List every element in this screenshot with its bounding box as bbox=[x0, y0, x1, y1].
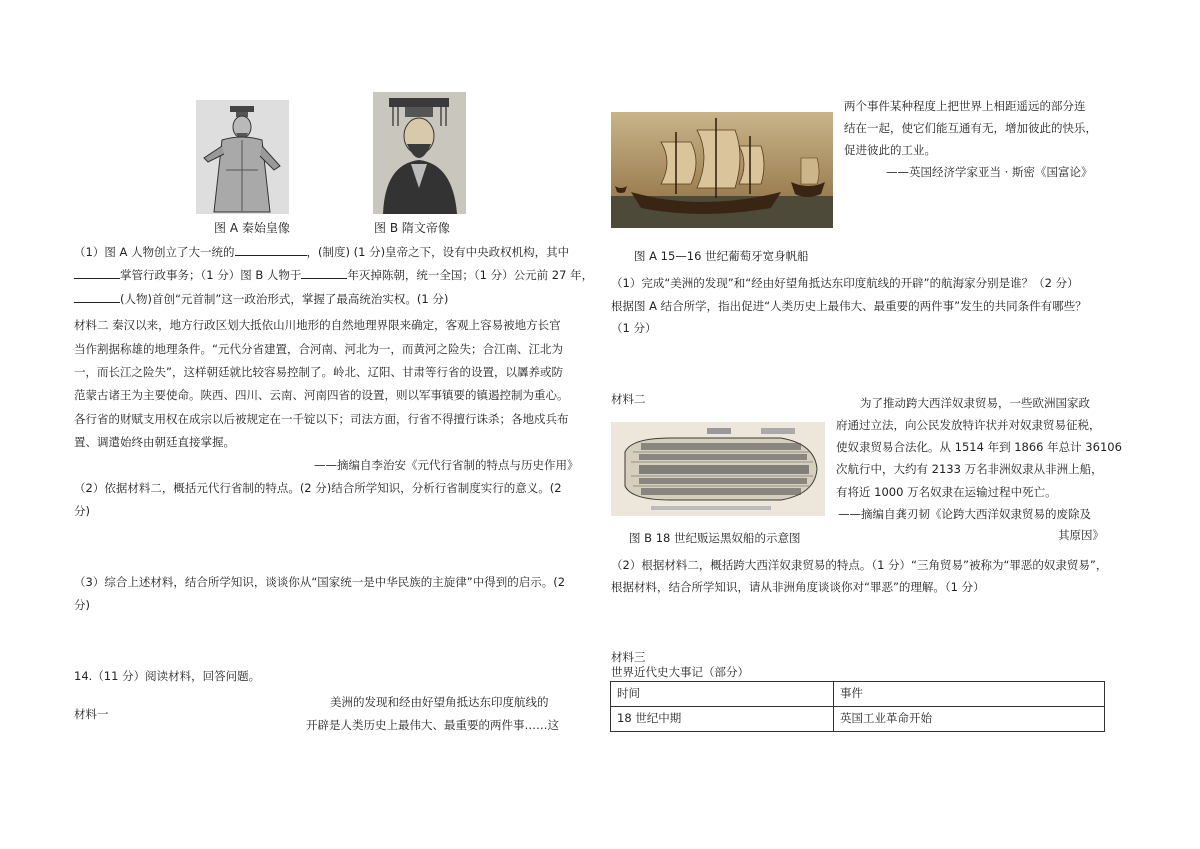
table-cell-event: 英国工业革命开始 bbox=[834, 707, 1105, 732]
right-question-2-line-1: （2）根据材料二，概括跨大西洋奴隶贸易的特点。（1 分）“三角贸易”被称为“罪恶的奴隶贸易”， bbox=[611, 558, 1108, 572]
material-1-line-2: 开辟是人类历史上最伟大、最重要的两件事……这 bbox=[306, 718, 559, 732]
material-2-line: 置、调遣始终由朝廷直接掌握。 bbox=[74, 435, 235, 449]
question-3-line-2: 分) bbox=[74, 598, 90, 612]
figure-a-qin-shi-huang-image bbox=[196, 100, 289, 214]
figure-b-caption: 图 B 隋文帝像 bbox=[374, 221, 450, 235]
answer-blank[interactable] bbox=[235, 245, 307, 256]
material-2-right-line: 为了推动跨大西洋奴隶贸易，一些欧洲国家政 bbox=[860, 396, 1090, 410]
question-1-text-a: （1）图 A 人物创立了大一统的 bbox=[74, 245, 235, 259]
question-1-text-d: 年灭掉陈朝，统一全国；（1 分）公元前 27 年， bbox=[347, 268, 594, 282]
material-2-right-line: 次航行中，大约有 2133 万名非洲奴隶从非洲上船， bbox=[836, 462, 1103, 476]
material-1-quote-line: 促进彼此的工业。 bbox=[844, 143, 936, 157]
material-1-line-1: 美洲的发现和经由好望角抵达东印度航线的 bbox=[330, 695, 549, 709]
question-1-line-2 bbox=[74, 268, 593, 282]
question-1-text-e: (人物)首创“元首制”这一政治形式，掌握了最高统治实权。(1 分) bbox=[120, 292, 449, 306]
material-1-quote-source: ——英国经济学家亚当 · 斯密《国富论》 bbox=[886, 165, 1093, 179]
material-3-label: 材料三 bbox=[611, 650, 646, 664]
question-2-line-1: （2）依据材料二，概括元代行省制的特点。(2 分)结合所学知识，分析行省制度实行的意义。(2 bbox=[74, 481, 562, 495]
material-1-label: 材料一 bbox=[74, 707, 109, 721]
timeline-table bbox=[610, 681, 1105, 732]
material-2-right-source-2: 其原因》 bbox=[1058, 528, 1104, 542]
right-question-1-line-3: （1 分） bbox=[611, 321, 657, 335]
figure-a-portuguese-ship-image bbox=[611, 112, 833, 228]
table-header-event: 事件 bbox=[834, 682, 1105, 707]
figure-a-ship-caption: 图 A 15—16 世纪葡萄牙宽身帆船 bbox=[634, 249, 809, 263]
figure-b-sui-wendi-image bbox=[373, 92, 466, 214]
table-cell-time: 18 世纪中期 bbox=[611, 707, 834, 732]
material-2-line: 范蒙古诸王为主要使命。陕西、四川、云南、河南四省的设置，则以军事镇要的镇遏控制为重心。 bbox=[74, 388, 569, 402]
right-question-1-line-1: （1）完成“美洲的发现”和“经由好望角抵达东印度航线的开辟”的航海家分别是谁？（2 分） bbox=[611, 276, 1079, 290]
material-2-right-line: 有将近 1000 万名奴隶在运输过程中死亡。 bbox=[836, 485, 1057, 499]
material-2-line: 当作割据称雄的地理条件。“元代分省建置，合河南、河北为一，而黄河之险失；合江南、江北为 bbox=[74, 342, 563, 356]
table-row bbox=[611, 707, 1105, 732]
question-1-text-c: 掌管行政事务；（1 分）图 B 人物于 bbox=[120, 268, 302, 282]
question-3-line-1: （3）综合上述材料，结合所学知识，谈谈你从“国家统一是中华民族的主旋律”中得到的启示。(2 bbox=[74, 575, 566, 589]
material-2-line: 各行省的财赋支用权在成宗以后被规定在一千锭以下；司法方面，行省不得擅行诛杀；各地戍兵布 bbox=[74, 412, 569, 426]
timeline-table-title: 世界近代史大事记（部分） bbox=[611, 665, 749, 679]
answer-blank[interactable] bbox=[301, 268, 347, 279]
material-2-source: ——摘编自李治安《元代行省制的特点与历史作用》 bbox=[314, 458, 579, 472]
material-2-right-line: 府通过立法，向公民发放特许状并对奴隶贸易征税， bbox=[836, 418, 1101, 432]
question-1-line-3 bbox=[74, 292, 448, 306]
material-2-line: 材料二 秦汉以来，地方行政区划大抵依山川地形的自然地理界限来确定，客观上容易被地方长官 bbox=[74, 318, 561, 332]
material-2-line: 一，而长江之险失”，这样朝廷就比较容易控制了。岭北、辽阳、甘肃等行省的设置，以羼养或防 bbox=[74, 365, 563, 379]
material-1-quote-line: 两个事件某种程度上把世界上相距遥远的部分连 bbox=[844, 99, 1086, 113]
figure-b-slave-ship-diagram-image bbox=[611, 422, 825, 516]
material-2-right-line: 使奴隶贸易合法化。从 1514 年到 1866 年总计 36106 bbox=[836, 440, 1122, 454]
question-2-line-2: 分) bbox=[74, 504, 90, 518]
material-2-right-source-1: ——摘编自龚刃韧《论跨大西洋奴隶贸易的废除及 bbox=[838, 507, 1091, 521]
table-header-row bbox=[611, 682, 1105, 707]
figure-a-caption: 图 A 秦始皇像 bbox=[214, 221, 290, 235]
question-14-heading: 14.（11 分）阅读材料，回答问题。 bbox=[74, 669, 261, 683]
material-2-right-label: 材料二 bbox=[611, 392, 646, 406]
right-question-1-line-2: 根据图 A 结合所学，指出促进“人类历史上最伟大、最重要的两件事”发生的共同条件有哪些？ bbox=[611, 299, 1087, 313]
answer-blank[interactable] bbox=[74, 292, 120, 303]
table-header-time: 时间 bbox=[611, 682, 834, 707]
answer-blank[interactable] bbox=[74, 268, 120, 279]
material-1-quote-line: 结在一起，使它们能互通有无，增加彼此的快乐， bbox=[844, 121, 1097, 135]
question-1-text-b: ，(制度) (1 分)皇帝之下，设有中央政权机构，其中 bbox=[306, 245, 570, 259]
question-1-line-1 bbox=[74, 245, 569, 259]
right-question-2-line-2: 根据材料，结合所学知识，请从非洲角度谈谈你对“罪恶”的理解。（1 分） bbox=[611, 580, 985, 594]
figure-b-slave-ship-caption: 图 B 18 世纪贩运黑奴船的示意图 bbox=[629, 531, 801, 545]
